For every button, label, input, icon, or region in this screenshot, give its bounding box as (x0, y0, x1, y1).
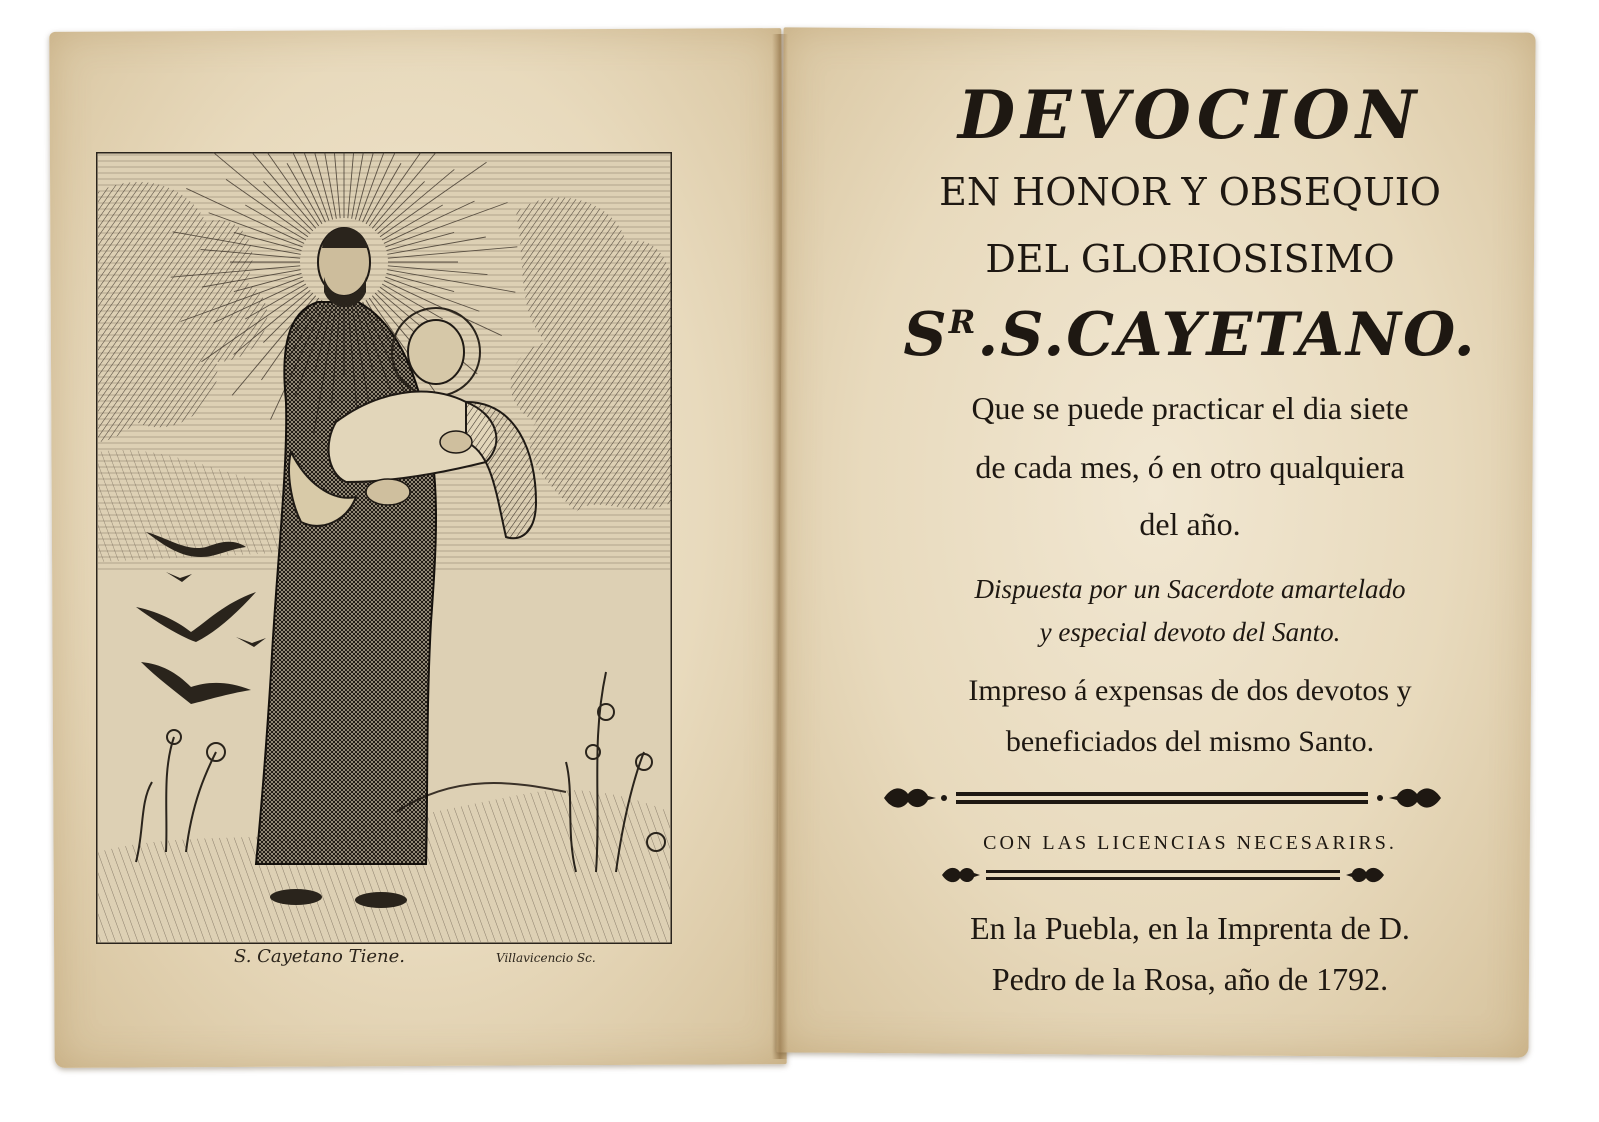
imprint-line-2: Pedro de la Rosa, año de 1792. (991, 961, 1389, 997)
title-line-del: DEL GLORIOSISIMO (985, 237, 1395, 281)
book-gutter (772, 34, 788, 1059)
imprint-line-1: En la Puebla, en la Imprenta de D. (970, 910, 1410, 946)
author-line-2: y especial devoto del Santo. (1039, 617, 1341, 647)
author-line-1: Dispuesta por un Sacerdote amartelado (974, 574, 1406, 604)
sponsor-line-1: Impreso á expensas de dos devotos y (968, 674, 1412, 707)
sponsor-line-2: beneficiados del mismo Santo. (1005, 725, 1375, 758)
description-line-3: del año. (1139, 506, 1241, 542)
plate-caption: S. Cayetano Tiene. (234, 946, 405, 967)
description-line-2: de cada mes, ó en otro qualquiera (975, 449, 1405, 485)
saint-superscript: R (948, 303, 978, 341)
title-devocion: DEVOCION (957, 76, 1423, 154)
ornamental-rule-upper (880, 782, 1445, 814)
engraver-signature: Villavicencio Sc. (496, 951, 596, 965)
licencias-line: CON LAS LICENCIAS NECESARIRS. (983, 832, 1397, 854)
saint-prefix: S (903, 300, 949, 370)
engraving-saint-cayetano (96, 152, 672, 944)
title-line-honor: EN HONOR Y OBSEQUIO (939, 170, 1441, 214)
ornamental-rule-lower (938, 862, 1388, 888)
title-saint-name (860, 300, 1520, 370)
description-line-1: Que se puede practicar el dia siete (971, 390, 1409, 426)
saint-name-text: .S.CAYETANO. (977, 300, 1477, 370)
